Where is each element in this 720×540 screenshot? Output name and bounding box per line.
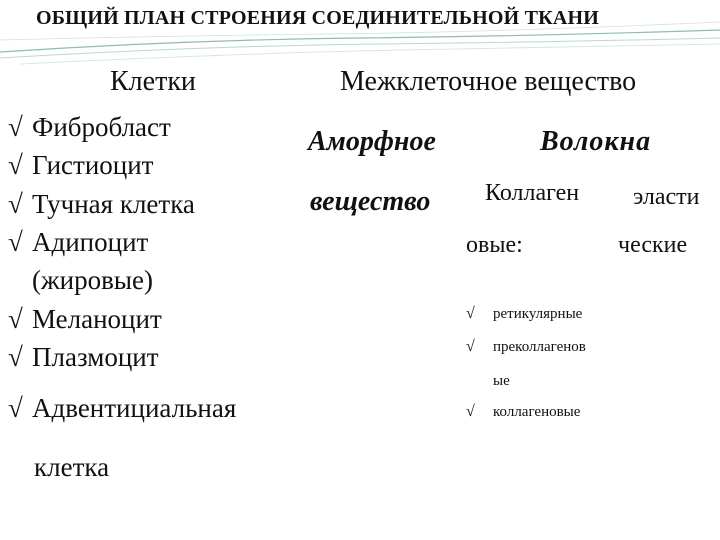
cell-label: Фибробласт (32, 112, 171, 142)
amorphous-label-line2: вещество (310, 186, 431, 217)
collagen-label-line2: овые: (466, 232, 523, 258)
matrix-heading: Межклеточное вещество (340, 66, 637, 97)
list-item (8, 393, 236, 424)
cell-label: Адипоцит (32, 227, 149, 257)
list-item (466, 338, 586, 356)
fiber-type-label: коллагеновые (493, 404, 581, 420)
elastic-label: эласти (633, 184, 700, 210)
check-icon: √ (466, 305, 475, 322)
elastic-label-line2: ческие (618, 232, 688, 258)
cells-heading: Клетки (110, 66, 196, 97)
list-item (8, 304, 162, 335)
fiber-type-label: ретикулярные (493, 306, 583, 322)
check-icon: √ (8, 304, 23, 334)
cell-label: Плазмоцит (32, 342, 159, 372)
fibers-heading: Волокна (540, 126, 652, 157)
cell-label: Тучная клетка (32, 189, 195, 219)
check-icon: √ (8, 393, 23, 423)
cell-label: Гистиоцит (32, 150, 154, 180)
check-icon: √ (8, 342, 23, 372)
list-item (8, 150, 153, 181)
list-item (8, 112, 171, 143)
list-item (466, 403, 580, 421)
collagen-label: Коллаген (485, 180, 580, 206)
check-icon: √ (8, 150, 23, 180)
check-icon: √ (8, 227, 23, 257)
list-item (466, 305, 582, 323)
check-icon: √ (8, 112, 23, 142)
adventitial-continuation: клетка (34, 452, 110, 482)
page-title: ОБЩИЙ ПЛАН СТРОЕНИЯ СОЕДИНИТЕЛЬНОЙ ТКАНИ (36, 7, 600, 29)
cell-label: Адвентициальная (32, 393, 237, 423)
fiber-type-continuation: ые (493, 373, 510, 389)
check-icon: √ (466, 403, 475, 420)
check-icon: √ (466, 338, 475, 355)
list-item (8, 189, 195, 220)
amorphous-label: Аморфное (308, 126, 436, 157)
cell-label: Меланоцит (32, 304, 162, 334)
fiber-type-label: преколлагенов (493, 339, 586, 355)
adipocyte-note: (жировые) (32, 265, 153, 295)
list-item (8, 227, 148, 258)
list-item (8, 342, 159, 373)
check-icon: √ (8, 189, 23, 219)
